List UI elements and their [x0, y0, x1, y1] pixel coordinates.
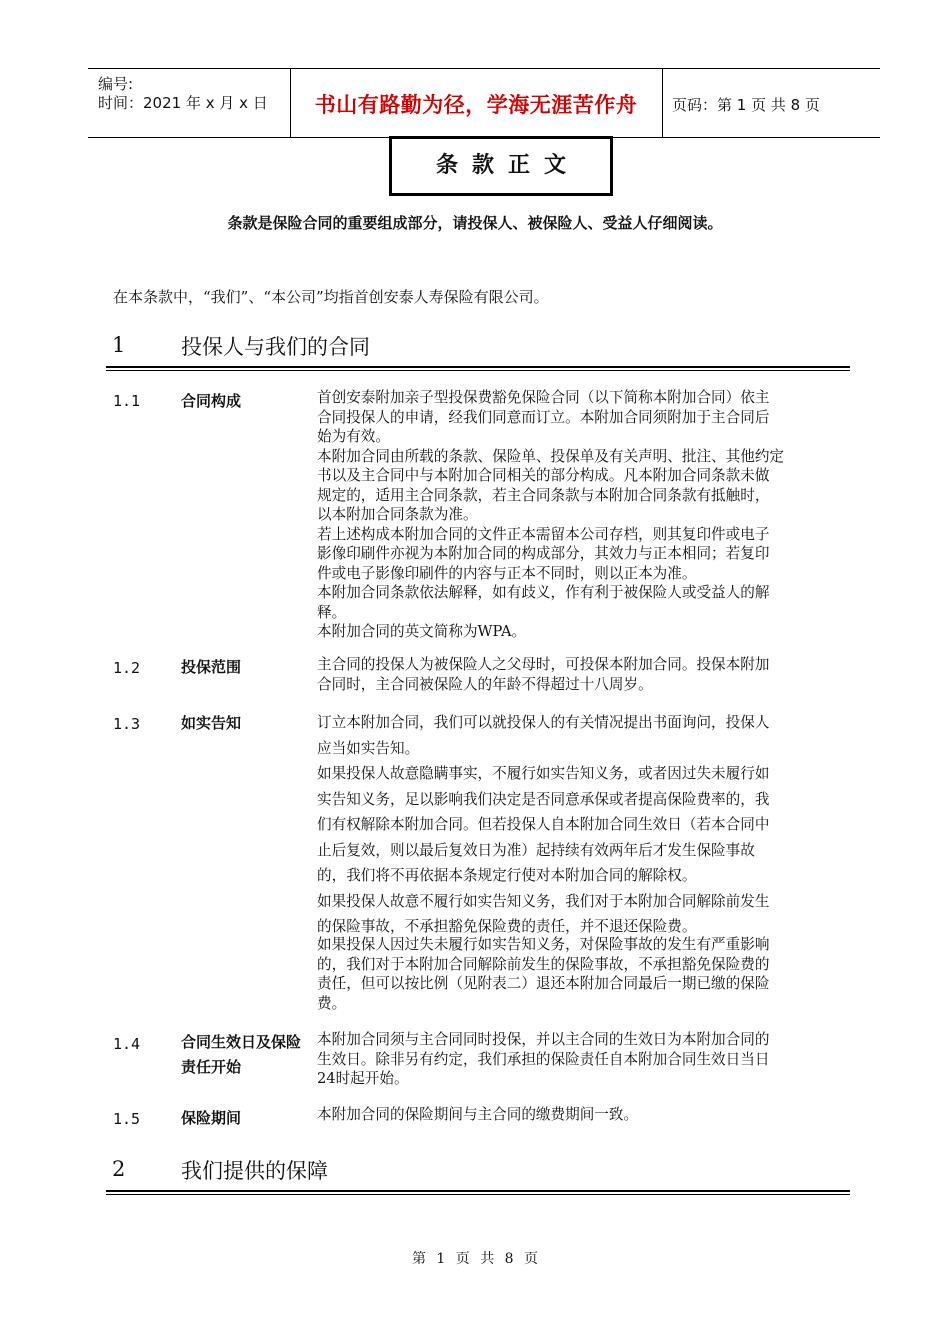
body-line: 生效日。除非另有约定，我们承担的保险责任自本附加合同生效日当日	[317, 1050, 770, 1068]
clause-1-4-number: 1.4	[113, 1035, 141, 1053]
section-1-rule-thin	[106, 370, 850, 371]
body-line: 合同投保人的申请，经我们同意而订立。本附加合同须附加于主合同后	[317, 408, 770, 426]
body-line: 止后复效，则以最后复效日为准）起持续有效两年后才发生保险事故	[317, 841, 755, 859]
body-line: 首创安泰附加亲子型投保费豁免保险合同（以下简称本附加合同）依主	[317, 389, 770, 406]
clause-1-3-title: 如实告知	[181, 714, 242, 732]
clause-1-2-title: 投保范围	[181, 658, 242, 676]
header-page-cell	[662, 69, 880, 137]
body-line: 本附加合同的保险期间与主合同的缴费期间一致。	[317, 1106, 639, 1123]
motto: 书山有路勤为径，学海无涯苦作舟	[314, 93, 638, 117]
clause-1-1-number: 1.1	[113, 392, 141, 410]
body-line: 的，我们对于本附加合同解除前发生的保险事故，不承担豁免保险费的	[317, 955, 770, 973]
clause-1-2-number: 1.2	[113, 659, 141, 677]
section-1-title: 投保人与我们的合同	[181, 335, 370, 359]
body-line: 本附加合同的英文简称为WPA。	[317, 623, 527, 640]
clause-1-1-title: 合同构成	[181, 392, 242, 410]
body-line: 如果投保人因过失未履行如实告知义务，对保险事故的发生有严重影响	[317, 936, 770, 953]
page-footer: 第 1 页 共 8 页	[411, 1251, 539, 1267]
page-label: 页码：第 1 页 共 8 页	[672, 96, 820, 114]
clause-1-4-title: 合同生效日及保险责任开始	[181, 1033, 302, 1076]
body-line: 如果投保人故意隐瞒事实，不履行如实告知义务，或者因过失未履行如	[317, 765, 770, 782]
body-line: 责任，但可以按比例（见附表二）退还本附加合同最后一期已缴的保险	[317, 975, 770, 992]
body-line: 书以及主合同中与本附加合同相关的部分构成。凡本附加合同条款未做	[317, 467, 770, 484]
document-title: 条款正文	[389, 136, 613, 196]
header-table	[88, 68, 880, 138]
body-line: 们有权解除本附加合同。但若投保人自本附加合同生效日（若本合同中	[317, 816, 770, 833]
clause-1-3-body	[317, 710, 847, 940]
header-motto-cell	[290, 69, 663, 137]
section-2-title: 我们提供的保障	[181, 1159, 328, 1183]
body-line: 的保险事故，不承担豁免保险费的责任，并不退还保险费。	[317, 918, 697, 935]
body-line: 本附加合同由所载的条款、保险单、投保单及有关声明、批注、其他约定	[317, 447, 785, 465]
clause-1-1-body	[317, 388, 847, 642]
body-line: 的，我们将不再依据本条规定行使对本附加合同的解除权。	[317, 867, 697, 884]
number-label: 编号:	[98, 75, 134, 93]
body-line: 合同时，主合同被保险人的年龄不得超过十八周岁。	[317, 675, 653, 693]
clause-1-3-body-b	[317, 935, 847, 1013]
body-line: 实告知义务，足以影响我们决定是否同意承保或者提高保险费率的，我	[317, 790, 770, 808]
section-2-rule	[106, 1190, 850, 1192]
intro-paragraph: 在本条款中，“我们”、“本公司”均指首创安泰人寿保险有限公司。	[113, 288, 549, 306]
body-line: 本附加合同须与主合同同时投保，并以主合同的生效日为本附加合同的	[317, 1031, 770, 1048]
body-line: 始为有效。	[317, 428, 390, 445]
clause-1-5-title: 保险期间	[181, 1109, 242, 1127]
time-label: 时间：2021 年 x 月 x 日	[98, 94, 268, 112]
body-line: 若上述构成本附加合同的文件正本需留本公司存档，则其复印件或电子	[317, 525, 770, 543]
section-1-number: 1	[112, 333, 126, 357]
clause-1-2-body	[317, 655, 847, 694]
body-line: 本附加合同条款依法解释，如有歧义，作有利于被保险人或受益人的解	[317, 584, 770, 601]
header-left-cell	[88, 69, 291, 137]
body-line: 影像印刷件亦视为本附加合同的构成部分，其效力与正本相同；若复印	[317, 545, 770, 562]
body-line: 订立本附加合同，我们可以就投保人的有关情况提出书面询问，投保人	[317, 714, 770, 731]
clause-1-5-number: 1.5	[113, 1110, 141, 1128]
body-line: 费。	[317, 994, 347, 1012]
body-line: 24时起开始。	[317, 1070, 409, 1087]
clause-1-3-number: 1.3	[113, 715, 141, 733]
clause-1-4-body	[317, 1030, 847, 1089]
body-line: 以本附加合同条款为准。	[317, 506, 478, 523]
body-line: 如果投保人故意不履行如实告知义务，我们对于本附加合同解除前发生	[317, 892, 770, 910]
document-subtitle: 条款是保险合同的重要组成部分，请投保人、被保险人、受益人仔细阅读。	[227, 214, 723, 232]
body-line: 应当如实告知。	[317, 739, 420, 757]
section-2-rule-thin	[106, 1194, 850, 1195]
clause-1-5-body	[317, 1105, 847, 1125]
section-1-rule	[106, 366, 850, 368]
body-line: 件或电子影像印刷件的内容与正本不同时，则以正本为准。	[317, 564, 697, 582]
section-2-number: 2	[112, 1157, 126, 1181]
body-line: 释。	[317, 603, 347, 621]
body-line: 主合同的投保人为被保险人之父母时，可投保本附加合同。投保本附加	[317, 656, 770, 673]
body-line: 规定的，适用主合同条款，若主合同条款与本附加合同条款有抵触时，	[317, 486, 770, 504]
